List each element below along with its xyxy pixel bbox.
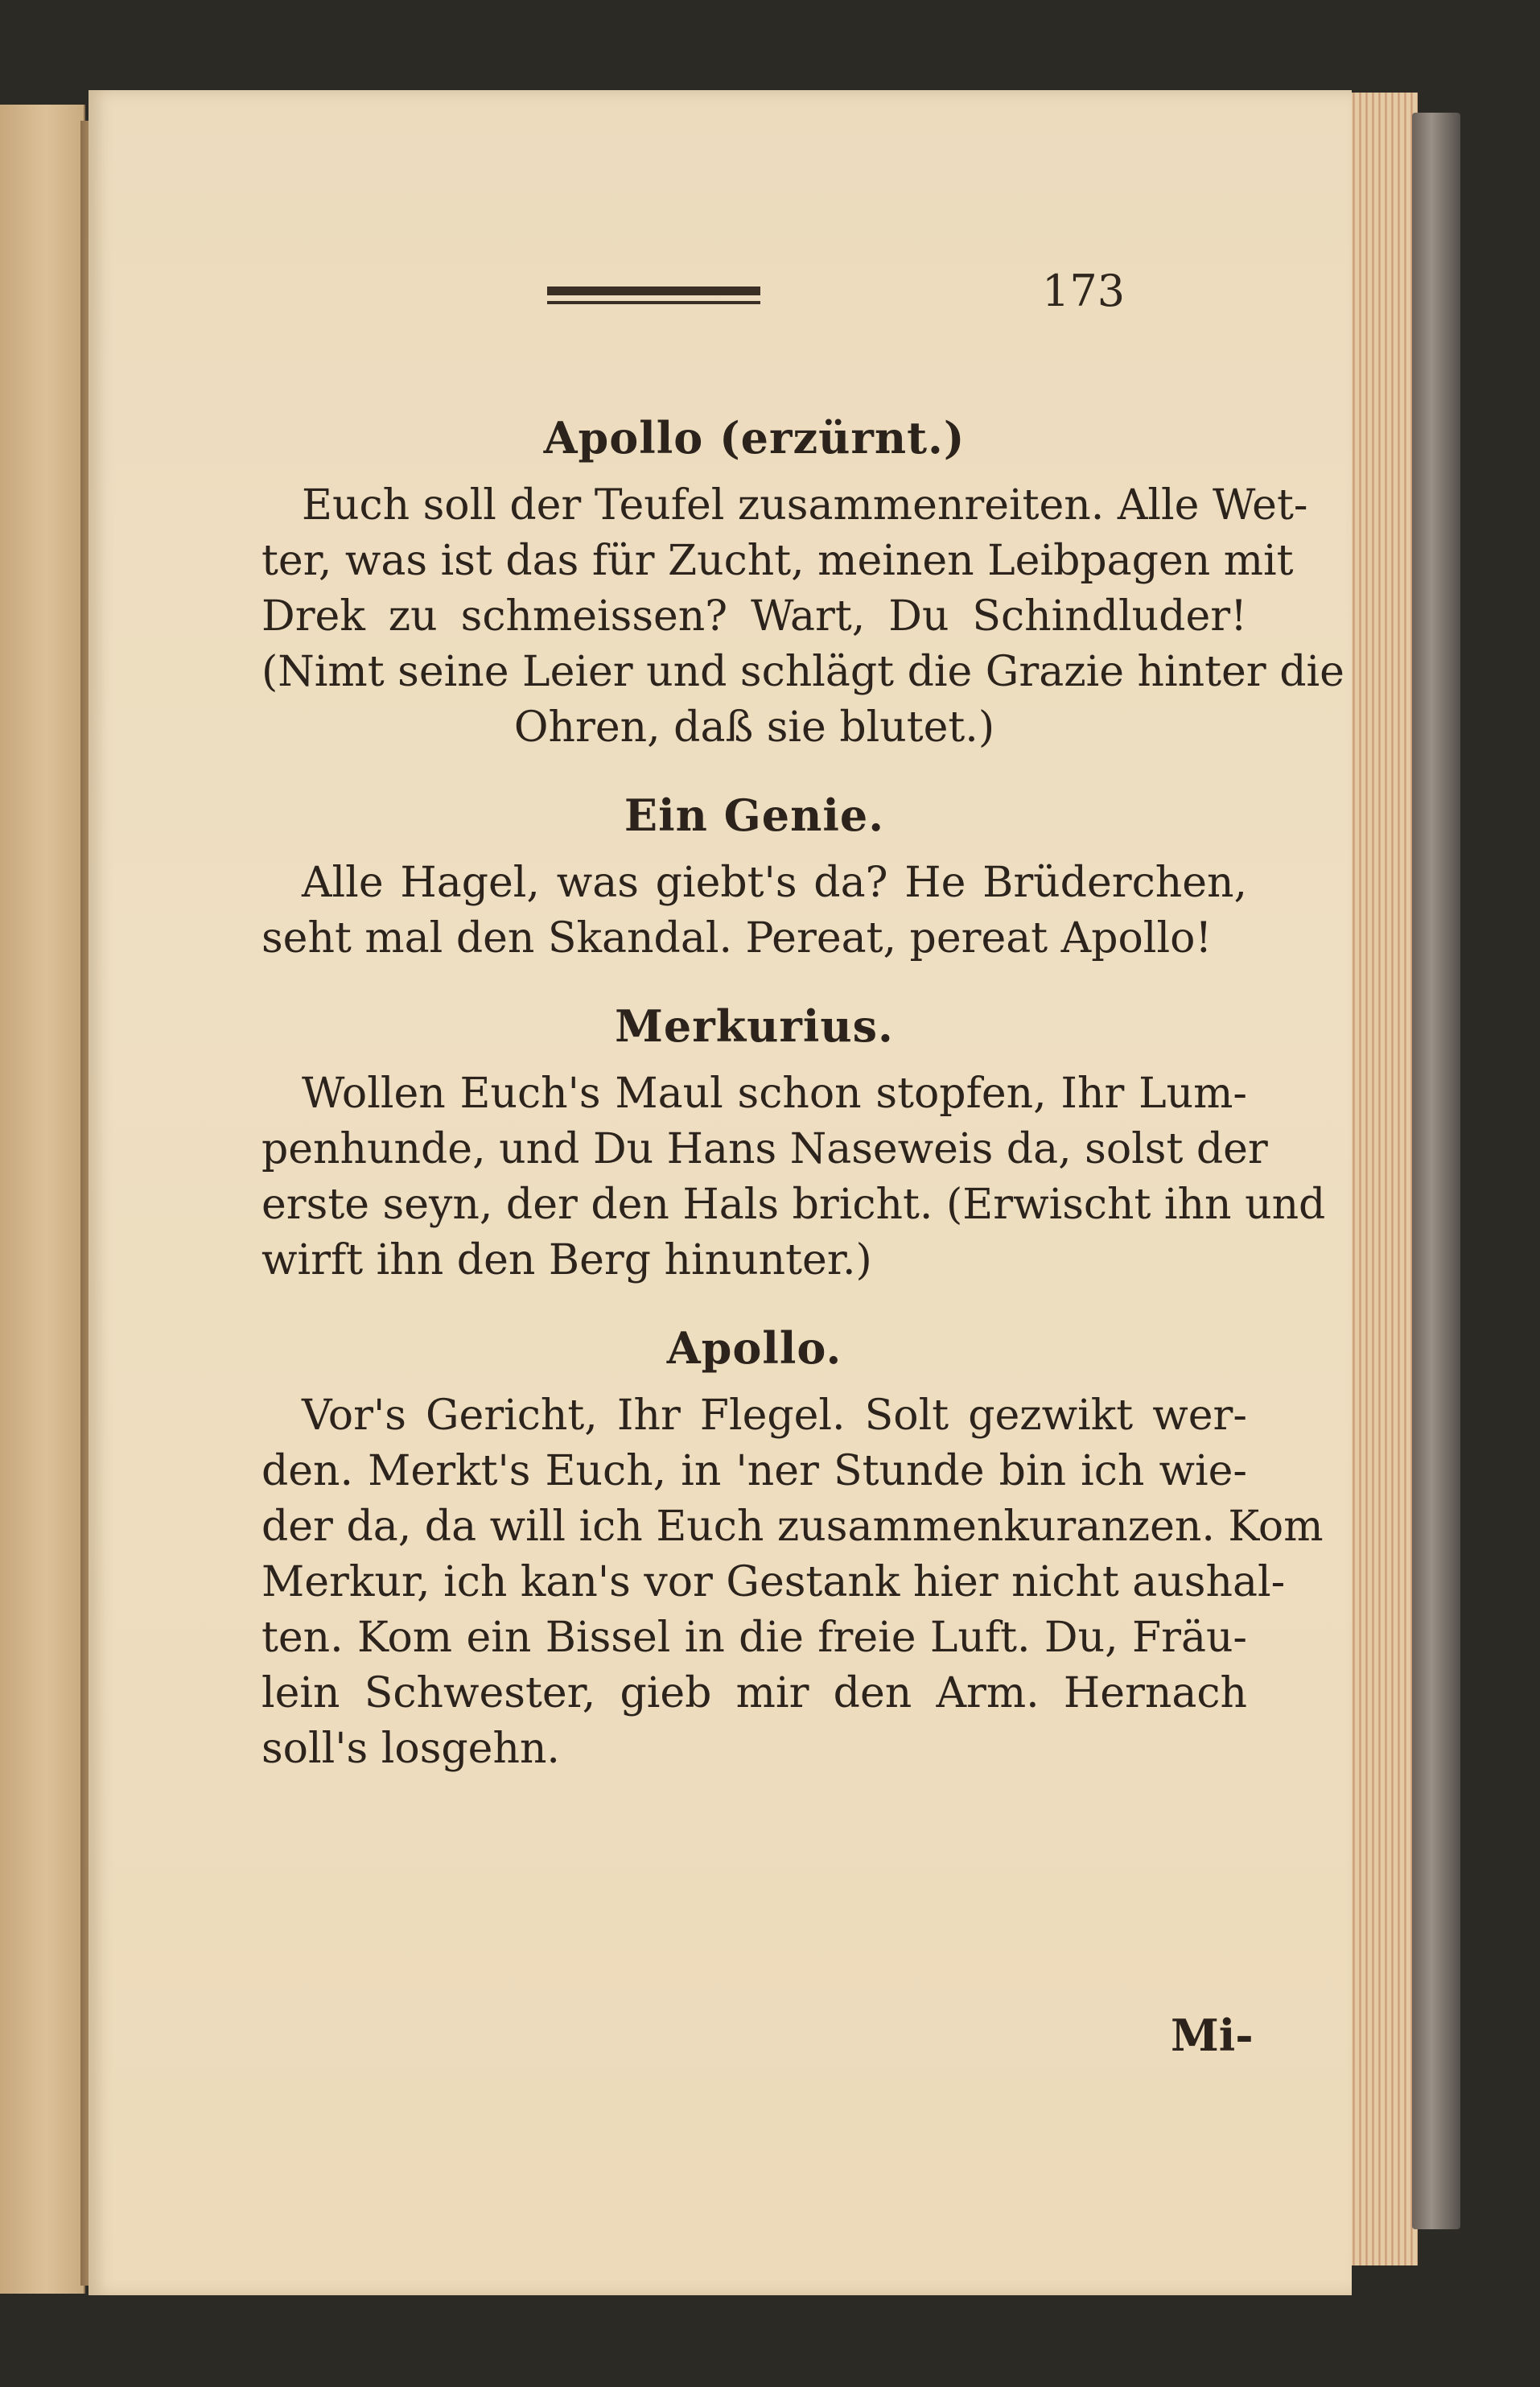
text-line: wirft ihn den Berg hinunter.) <box>261 1236 872 1284</box>
text-line: Vor's Gericht, Ihr Flegel. Solt gezwikt wer- <box>302 1391 1247 1440</box>
text-line: seht mal den Skandal. Pereat, pereat Apollo! <box>261 914 1213 963</box>
catchword: Mi- <box>1171 2010 1254 2061</box>
text-line: Euch soll der Teufel zusammenreiten. Alle Wet- <box>302 481 1308 530</box>
text-line: penhunde, und Du Hans Naseweis da, solst der <box>261 1125 1268 1173</box>
text-line: Wollen Euch's Maul schon stopfen, Ihr Lum- <box>302 1070 1247 1118</box>
speaker-heading: Apollo. <box>666 1322 842 1374</box>
speaker-heading: Ein Genie. <box>624 789 885 841</box>
facing-page-edge <box>0 105 85 2294</box>
page-number: 173 <box>1042 266 1126 316</box>
text-line: soll's losgehn. <box>261 1725 560 1773</box>
text-line: Drek zu schmeissen? Wart, Du Schindluder! <box>261 592 1247 641</box>
text-line: der da, da will ich Euch zusammenkuranzen. Kom <box>261 1503 1324 1551</box>
text-line: Ohren, daß sie blutet.) <box>513 703 995 752</box>
text-line: ter, was ist das für Zucht, meinen Leibpagen mit <box>261 537 1294 585</box>
speaker-heading: Apollo (erzürnt.) <box>543 412 966 464</box>
text-line: ten. Kom ein Bissel in die freie Luft. Du, Fräu- <box>261 1614 1247 1662</box>
text-block <box>261 412 1344 1777</box>
text-line: lein Schwester, gieb mir den Arm. Hernach <box>261 1669 1247 1717</box>
book-page <box>89 90 1352 2295</box>
text-line: Merkur, ich kan's vor Gestank hier nicht aushal- <box>261 1558 1286 1606</box>
text-line: (Nimt seine Leier und schlägt die Grazie hinter die <box>261 648 1344 696</box>
speaker-heading: Merkurius. <box>615 1000 894 1052</box>
text-line: den. Merkt's Euch, in 'ner Stunde bin ich wie- <box>261 1447 1247 1495</box>
book-cover-edge <box>1412 113 1460 2229</box>
header-rule <box>547 287 760 304</box>
text-line: erste seyn, der den Hals bricht. (Erwischt ihn und <box>261 1181 1326 1229</box>
text-line: Alle Hagel, was giebt's da? He Brüderchen, <box>302 859 1247 907</box>
